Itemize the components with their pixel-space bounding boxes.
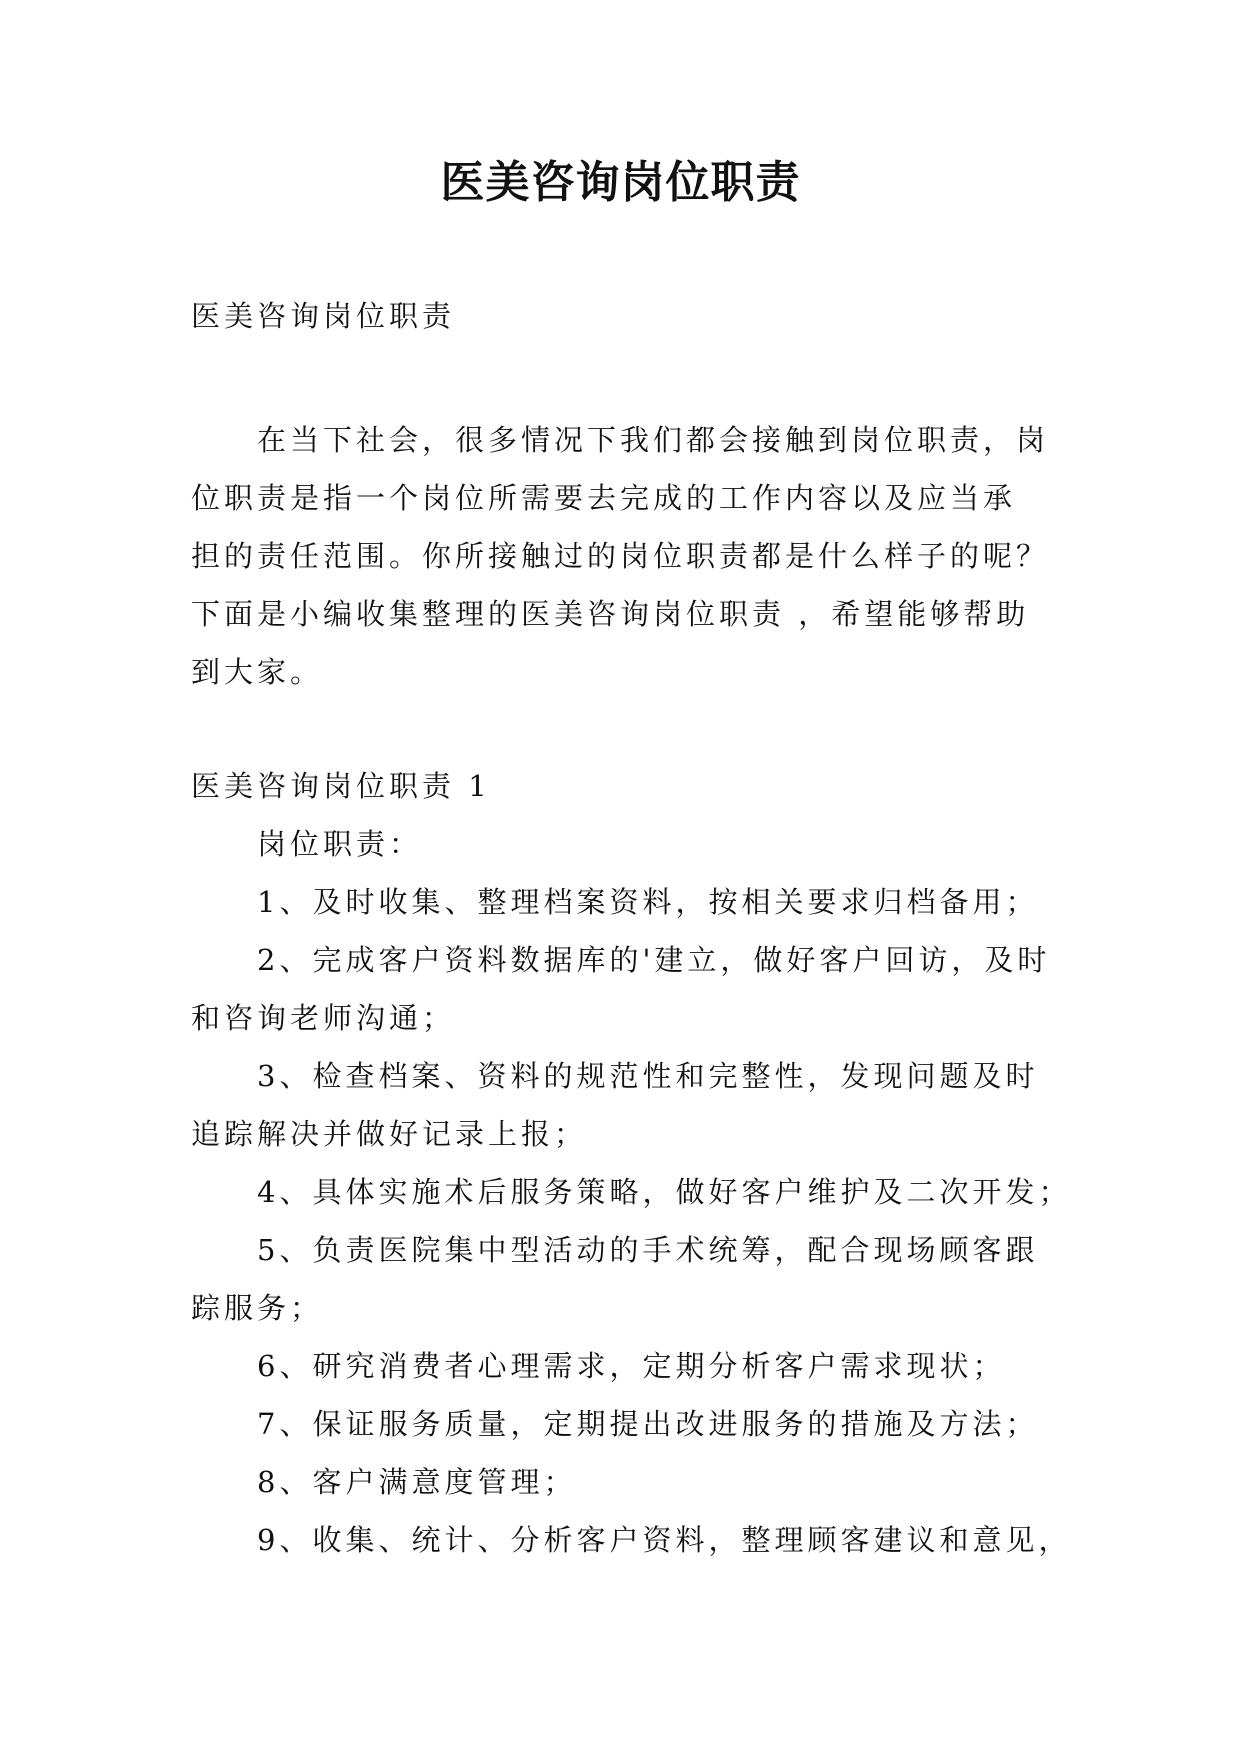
duty-item-line: 1、及时收集、整理档案资料，按相关要求归档备用； — [257, 885, 1039, 919]
duty-item-line: 4、具体实施术后服务策略，做好客户维护及二次开发； — [257, 1175, 1072, 1209]
duty-item-line: 踪服务； — [191, 1291, 324, 1325]
duties-label: 岗位职责： — [257, 827, 423, 861]
duty-item-line: 5、负责医院集中型活动的手术统筹，配合现场顾客跟 — [257, 1233, 1039, 1267]
duty-item-line: 2、完成客户资料数据库的'建立，做好客户回访，及时 — [257, 943, 1051, 977]
intro-line: 下面是小编收集整理的医美咨询岗位职责 ，希望能够帮助 — [191, 597, 1030, 631]
duty-item-line: 6、研究消费者心理需求，定期分析客户需求现状； — [257, 1349, 1006, 1383]
intro-line: 在当下社会，很多情况下我们都会接触到岗位职责，岗 — [257, 423, 1050, 457]
duty-item-line: 9、收集、统计、分析客户资料，整理顾客建议和意见， — [257, 1523, 1072, 1557]
duty-item-line: 3、检查档案、资料的规范性和完整性，发现问题及时 — [257, 1059, 1039, 1093]
duty-item-line: 7、保证服务质量，定期提出改进服务的措施及方法； — [257, 1407, 1039, 1441]
intro-line: 担的责任范围。你所接触过的岗位职责都是什么样子的呢？ — [191, 539, 1050, 573]
duty-item-line: 和咨询老师沟通； — [191, 1001, 456, 1035]
intro-line: 位职责是指一个岗位所需要去完成的工作内容以及应当承 — [191, 481, 1017, 515]
intro-paragraph — [191, 411, 1051, 701]
duty-item-line: 追踪解决并做好记录上报； — [191, 1117, 588, 1151]
duties-list — [191, 815, 1072, 1569]
section-heading: 医美咨询岗位职责 1 — [191, 769, 491, 803]
document-title: 医美咨询岗位职责 — [440, 157, 801, 208]
intro-line: 到大家。 — [191, 655, 324, 689]
duty-item-line: 8、客户满意度管理； — [257, 1465, 577, 1499]
document-subtitle: 医美咨询岗位职责 — [191, 299, 456, 333]
